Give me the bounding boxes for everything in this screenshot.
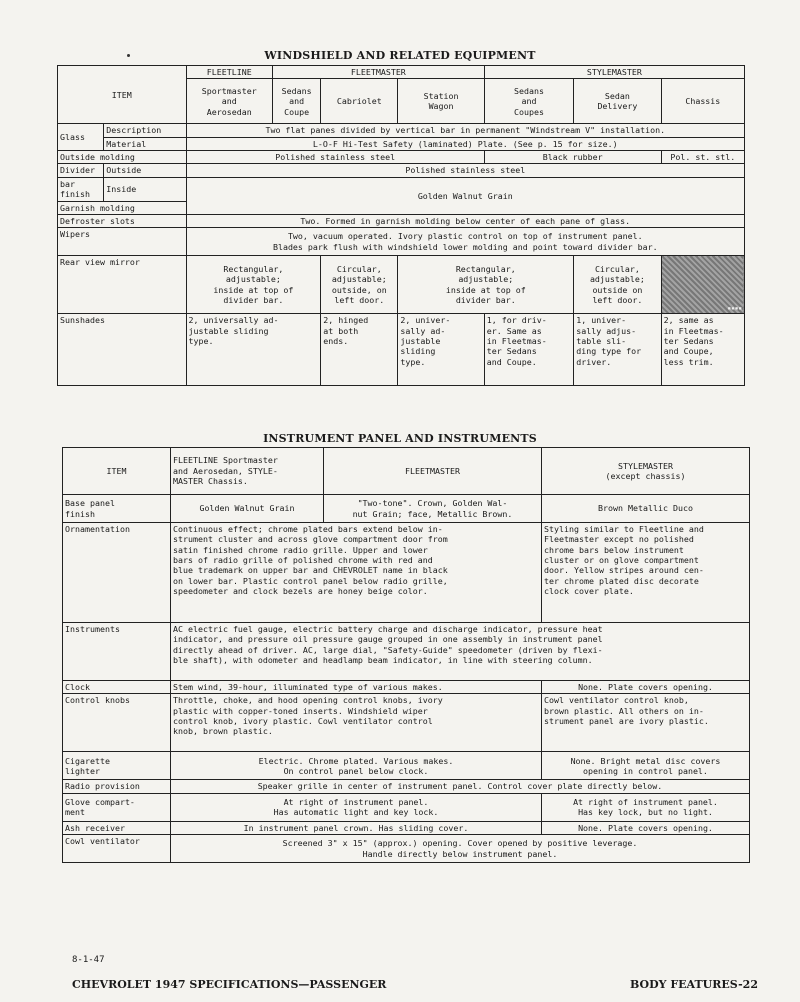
windshield-title: WINDSHIELD AND RELATED EQUIPMENT <box>264 49 536 62</box>
mirror-wagon: Rectangular, adjustable; inside at top of divider bar. <box>398 256 574 314</box>
sunshades-fleetline: 2, universally ad- justable sliding type. <box>186 314 321 386</box>
inst-header-item: ITEM <box>63 448 171 495</box>
base-fleetline: Golden Walnut Grain <box>171 495 324 523</box>
description-value: Two flat panes divided by vertical bar in permanent "Windstream V" installation. <box>186 124 744 137</box>
inst-header-fleetline: FLEETLINE Sportmaster and Aerosedan, STYLE- MASTER Chassis. <box>171 448 324 495</box>
cigarette-stylemaster: None. Bright metal disc covers opening in control panel. <box>542 752 750 780</box>
inst-header-stylemaster: STYLEMASTER (except chassis) <box>542 448 750 495</box>
footer-date: 8-1-47 <box>72 955 105 965</box>
control-value: Throttle, choke, and hood opening control knobs, ivory plastic with copper-toned inserts. Windshield wiper control knob, ivory plastic. Cowl ventilator control knob, brown plastic. <box>171 694 542 752</box>
sunshades-wagon: 2, univer- sally ad- justable sliding type. <box>398 314 484 386</box>
glass-label: Glass <box>58 124 104 151</box>
instrument-table <box>62 447 750 863</box>
header-item: ITEM <box>58 66 187 124</box>
header-station-wagon: Station Wagon <box>398 79 484 124</box>
glove-label: Glove compart- ment <box>63 793 171 821</box>
image-stamp: ▪▪▪▪ <box>727 304 742 312</box>
wipers-line-1: Two, vacuum operated. Ivory plastic control on top of instrument panel. <box>287 231 643 242</box>
windshield-table <box>57 65 745 386</box>
outside-molding-value: Polished stainless steel <box>186 151 484 164</box>
mirror-label: Rear view mirror <box>58 256 187 314</box>
garnish-label: Garnish molding <box>58 201 187 214</box>
divider-label: Divider <box>58 164 104 177</box>
sunshades-sedans: 1, for driv- er. Same as in Fleetmas- ter Sedans and Coupe. <box>484 314 573 386</box>
ornamentation-stylemaster: Styling similar to Fleetline and Fleetmaster except no polished chrome bars below instrument cluster or on glove compartment door. Yellow stripes around cen- ter chrome plated disc decorate clock cover plate. <box>542 523 750 623</box>
ornamentation-label: Ornamentation <box>63 523 171 623</box>
control-label: Control knobs <box>63 694 171 752</box>
outside-label: Outside <box>104 164 186 177</box>
sunshades-delivery: 1, univer- sally adjus- table sli- ding type for driver. <box>574 314 661 386</box>
divider-outside-value: Polished stainless steel <box>186 164 744 177</box>
cigarette-value: Electric. Chrome plated. Various makes. On control panel below clock. <box>171 752 542 780</box>
inst-header-fleetmaster: FLEETMASTER <box>324 448 542 495</box>
cowl-label: Cowl ventilator <box>63 835 171 863</box>
inside-label: Inside <box>104 177 186 201</box>
outside-molding-black: Black rubber <box>484 151 661 164</box>
clock-label: Clock <box>63 681 171 694</box>
defroster-value: Two. Formed in garnish molding below center of each pane of glass. <box>186 214 744 227</box>
outside-molding-label: Outside molding <box>58 151 187 164</box>
header-fleetmaster: FLEETMASTER <box>272 66 484 79</box>
header-sportmaster: Sportmaster and Aerosedan <box>186 79 272 124</box>
instruments-label: Instruments <box>63 623 171 681</box>
header-fleetline: FLEETLINE <box>186 66 272 79</box>
header-sedans-coupe: Sedans and Coupe <box>272 79 320 124</box>
chassis-shaded-cell <box>661 256 744 314</box>
glove-value: At right of instrument panel. Has automatic light and key lock. <box>171 793 542 821</box>
header-cabriolet: Cabriolet <box>321 79 398 124</box>
outside-molding-pol: Pol. st. stl. <box>661 151 744 164</box>
base-fleetmaster: "Two-tone". Crown, Golden Wal- nut Grain; face, Metallic Brown. <box>324 495 542 523</box>
ash-label: Ash receiver <box>63 821 171 834</box>
wipers-line-2: Blades park flush with windshield lower molding and point toward divider bar. <box>272 241 658 252</box>
header-sedans-coupes: Sedans and Coupes <box>484 79 573 124</box>
wipers-label: Wipers <box>58 228 187 256</box>
bar-finish-label: bar finish <box>58 177 104 201</box>
clock-value: Stem wind, 39-hour, illuminated type of various makes. <box>171 681 542 694</box>
control-stylemaster: Cowl ventilator control knob, brown plastic. All others on in- strument panel are ivory plastic. <box>542 694 750 752</box>
base-label: Base panel finish <box>63 495 171 523</box>
footer-right-title: BODY FEATURES-22 <box>630 978 758 991</box>
radio-label: Radio provision <box>63 780 171 793</box>
sunshades-cabriolet: 2, hinged at both ends. <box>321 314 398 386</box>
wipers-value <box>186 228 744 256</box>
mirror-cabriolet: Circular, adjustable; outside, on left door. <box>321 256 398 314</box>
material-value: L-O-F Hi-Test Safety (laminated) Plate. (See p. 15 for size.) <box>186 137 744 150</box>
sunshades-chassis: 2, same as in Fleetmas- ter Sedans and Coupe, less trim. <box>661 314 744 386</box>
header-chassis: Chassis <box>661 79 744 124</box>
material-label: Material <box>104 137 186 150</box>
header-stylemaster: STYLEMASTER <box>484 66 744 79</box>
defroster-label: Defroster slots <box>58 214 187 227</box>
ornamentation-value: Continuous effect; chrome plated bars extend below in- strument cluster and across glove compartment door from satin finished chrome radio grille. Upper and lower bars of radio grille of polished chrome with red and blue trademark on upper bar and CHEVROLET name in black on lower bar. Plastic control panel below radio grille, speedometer and clock bezels are honey beige color. <box>171 523 542 623</box>
instruments-value: AC electric fuel gauge, electric battery charge and discharge indicator, pressure heat indicator, and pressure oil pressure gauge grouped in one assembly in instrument panel directly ahead of driver. AC, large dial, "Safety-Guide" speedometer (driven by flexi- ble shaft), with odometer and headlamp beam indicator, in line with steering column. <box>171 623 750 681</box>
header-sedan-delivery: Sedan Delivery <box>574 79 661 124</box>
instrument-title: INSTRUMENT PANEL AND INSTRUMENTS <box>263 432 537 445</box>
golden-walnut-value: Golden Walnut Grain <box>186 177 744 214</box>
sunshades-label: Sunshades <box>58 314 187 386</box>
ash-value: In instrument panel crown. Has sliding cover. <box>171 821 542 834</box>
cowl-value: Screened 3" x 15" (approx.) opening. Cover opened by positive leverage. Handle directly below instrument panel. <box>171 835 750 863</box>
mirror-fleetline: Rectangular, adjustable; inside at top of divider bar. <box>186 256 321 314</box>
mirror-delivery: Circular, adjustable; outside on left door. <box>574 256 661 314</box>
ash-stylemaster: None. Plate covers opening. <box>542 821 750 834</box>
cigarette-label: Cigarette lighter <box>63 752 171 780</box>
description-label: Description <box>104 124 186 137</box>
base-stylemaster: Brown Metallic Duco <box>542 495 750 523</box>
radio-value: Speaker grille in center of instrument panel. Control cover plate directly below. <box>171 780 750 793</box>
clock-stylemaster: None. Plate covers opening. <box>542 681 750 694</box>
footer-left-title: CHEVROLET 1947 SPECIFICATIONS—PASSENGER <box>72 978 387 991</box>
glove-stylemaster: At right of instrument panel. Has key lock, but no light. <box>542 793 750 821</box>
